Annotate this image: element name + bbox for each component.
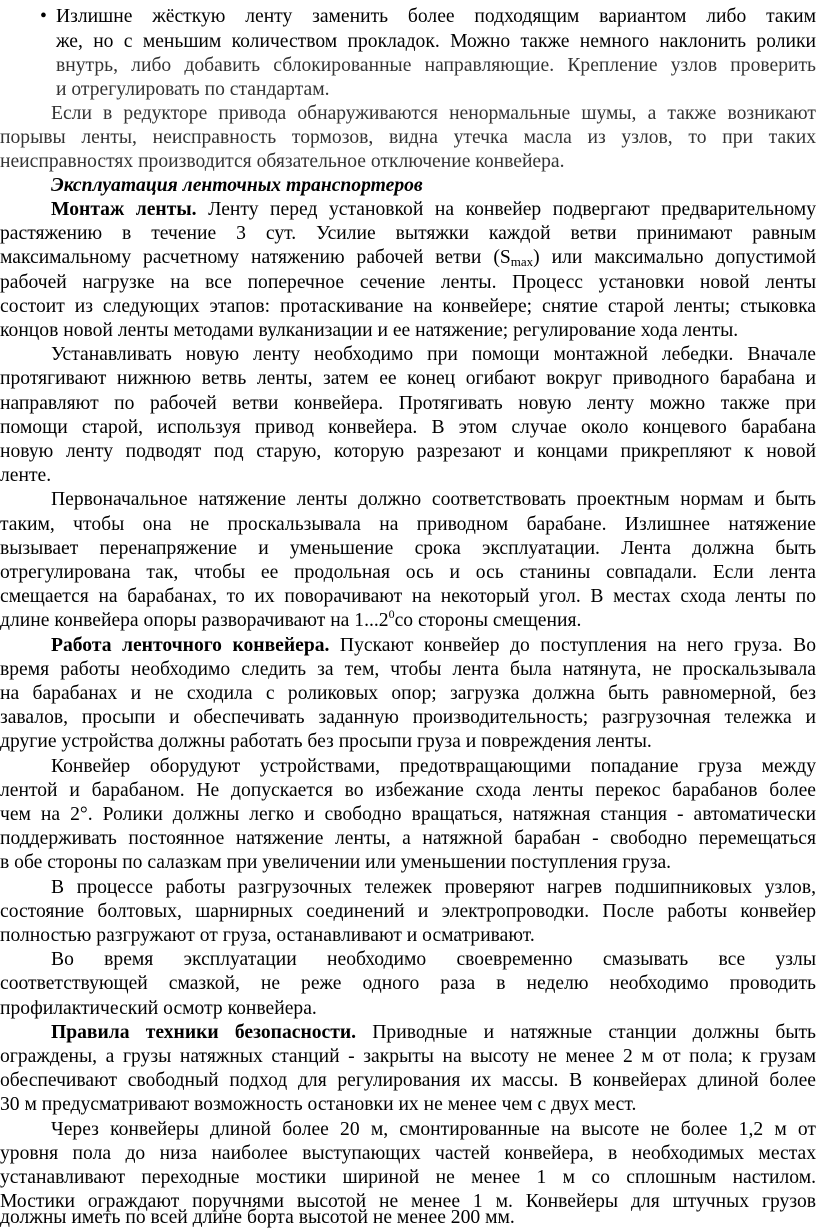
paragraph-text: со стороны смещения. [394, 610, 582, 631]
paragraph-line: время работы необходимо следить за тем, чтобы лента была натянута, не проскальзывала [0, 659, 816, 680]
paragraph-line: ограждены, а грузы натяжных станций - закрыты на высоту не менее 2 м от пола; к грузам [0, 1046, 816, 1067]
paragraph-text: длине конвейера опоры разворачивают на 1...2 [0, 610, 389, 631]
superscript-degree: 0 [388, 607, 395, 621]
paragraph-line [0, 246, 816, 270]
paragraph-line: растяжению в течение 3 сут. Усилие вытяжки каждой ветви принимают равным [0, 223, 816, 244]
paragraph-line: устанавливают переходные мостики шириной не менее 1 м со сплошным настилом. [0, 1167, 816, 1188]
paragraph-line: 30 м предусматривают возможность остановки их не менее чем с двух мест. [0, 1094, 637, 1115]
paragraph-line: Мостики ограждают поручнями высотой не менее 1 м. Конвейеры для штучных грузов [0, 1191, 816, 1212]
section-heading-text: Эксплуатация ленточных транспортеров [51, 175, 423, 196]
paragraph-lead: Работа ленточного конвейера. [51, 635, 330, 656]
paragraph-line: смещается на барабанах, то их поворачивают на некоторый угол. В местах схода ленты по [0, 586, 816, 607]
paragraph-line: Если в редукторе привода обнаруживаются ненормальные шумы, а также возникают [51, 103, 816, 124]
paragraph-text: Пускают конвейер до поступления на него груза. Во [329, 635, 816, 656]
paragraph-line: в обе стороны по салазкам при увеличении или уменьшении поступления груза. [0, 852, 672, 873]
paragraph-line: протягивают нижнюю ветвь ленты, затем ее конец огибают вокруг приводного барабана и [0, 368, 816, 389]
paragraph-line: чем на 2°. Ролики должны легко и свободно вращаться, натяжная станция - автоматически [0, 804, 816, 825]
paragraph-line: Устанавливать новую ленту необходимо при помощи монтажной лебедки. Вначале [51, 344, 816, 365]
bullet-text-line: и отрегулировать по стандартам. [56, 79, 330, 100]
paragraph-line: состояние болтовых, шарнирных соединений и электропроводки. После работы конвейер [0, 901, 816, 922]
paragraph-line: завалов, просыпи и обеспечивать заданную производительность; разгрузочная тележка и [0, 707, 816, 728]
paragraph-line [0, 609, 816, 633]
paragraph-line: порывы ленты, неисправность тормозов, видна утечка масла из узлов, то при таких [0, 127, 816, 148]
bullet-text-line: Излишне жёсткую ленту заменить более подходящим вариантом либо таким [56, 6, 816, 27]
paragraph-text: Приводные и натяжные станции должны быть [356, 1022, 816, 1043]
paragraph-line: Первоначальное натяжение ленты должно соответствовать проектным нормам и быть [51, 489, 816, 510]
paragraph-line: обеспечивают свободный подход для регулирования их массы. В конвейерах длиной более [0, 1070, 816, 1091]
paragraph-line: поддерживать постоянное натяжение ленты, а натяжной барабан - свободно перемещаться [0, 828, 816, 849]
paragraph-line: должны иметь по всей длине борта высотой не менее 200 мм. [0, 1207, 515, 1228]
paragraph-line: Во время эксплуатации необходимо своевременно смазывать все узлы [51, 949, 816, 970]
paragraph-text: Ленту перед установкой на конвейер подвергают предварительному [196, 199, 816, 220]
paragraph-line: соответствующей смазкой, не реже одного раза в неделю необходимо проводить [0, 973, 816, 994]
paragraph-line: вызывает перенапряжение и уменьшение срока эксплуатации. Лента должна быть [0, 538, 816, 559]
paragraph-line: концов новой ленты методами вулканизации и ее натяжение; регулирование хода ленты. [0, 320, 739, 341]
paragraph-line: направляют по рабочей ветви конвейера. Протягивать новую ленту можно также при [0, 393, 816, 414]
section-heading [0, 174, 816, 198]
paragraph-line: лентой и барабаном. Не допускается во избежание схода ленты перекос барабанов более [0, 780, 816, 801]
paragraph-line: таким, чтобы она не проскальзывала на приводном барабане. Излишнее натяжение [0, 514, 816, 535]
paragraph-line: ленте. [0, 465, 52, 486]
paragraph-line: полностью разгружают от груза, останавливают и осматривают. [0, 925, 535, 946]
paragraph-line: уровня пола до низа наиболее выступающих частей конвейера, в необходимых местах [0, 1143, 816, 1164]
bullet-text-line: внутрь, либо добавить сблокированные направляющие. Крепление узлов проверить [56, 55, 816, 76]
paragraph-text: ) или максимально допустимой [533, 247, 816, 268]
paragraph-line: Через конвейеры длиной более 20 м, смонтированные на высоте не более 1,2 м от [51, 1119, 816, 1140]
paragraph-line: новую ленту подводят под старую, которую разрезают и концами прикрепляют к новой [0, 441, 816, 462]
paragraph-line: неисправностях производится обязательное отключение конвейера. [0, 151, 565, 172]
paragraph-line: В процессе работы разгрузочных тележек проверяют нагрев подшипниковых узлов, [51, 877, 816, 898]
bullet-text-line: же, но с меньшим количеством прокладок. Можно также немного наклонить ролики [56, 31, 816, 52]
paragraph-line: отрегулирована так, чтобы ее продольная ось и ось станины совпадали. Если лента [0, 562, 816, 583]
paragraph-line: профилактический осмотр конвейера. [0, 998, 317, 1019]
paragraph-lead: Монтаж ленты. [51, 199, 197, 220]
paragraph-line: другие устройства должны работать без просыпи груза и повреждения ленты. [0, 731, 652, 752]
paragraph-line: Конвейер оборудуют устройствами, предотвращающими попадание груза между [51, 756, 816, 777]
paragraph-line: помощи старой, используя привод конвейера. В этом случае около концевого барабана [0, 417, 816, 438]
paragraph-line: на барабанах и не сходила с роликовых опор; загрузка должна быть равномерной, без [0, 683, 816, 704]
paragraph-line [0, 198, 816, 222]
paragraph-lead: Правила техники безопасности. [51, 1022, 357, 1043]
paragraph-text: максимальному расчетному натяжению рабочей ветви (S [0, 247, 511, 268]
paragraph-line: состоит из следующих этапов: протаскивание на конвейере; снятие старой ленты; стыковка [0, 296, 816, 317]
paragraph-line: рабочей нагрузке на все поперечное сечение ленты. Процесс установки новой ленты [0, 272, 816, 293]
subscript-max: max [510, 254, 534, 269]
bullet-marker: • [40, 6, 47, 27]
paragraph-line [0, 634, 816, 658]
paragraph-line [0, 1021, 816, 1045]
